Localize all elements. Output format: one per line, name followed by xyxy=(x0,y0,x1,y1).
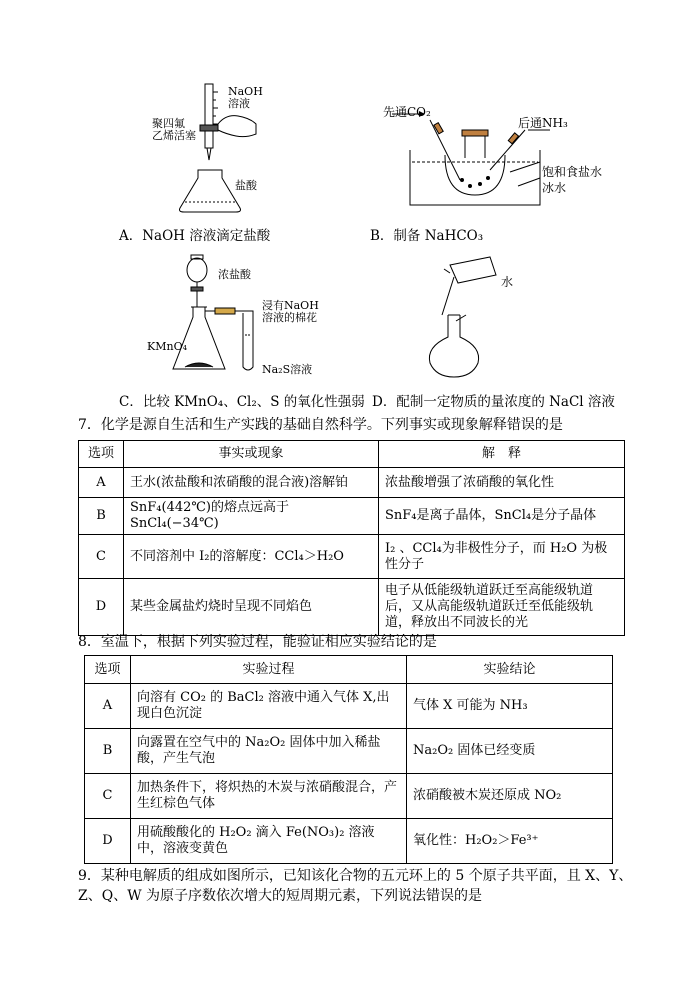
q8-conclusion-d: 氧化性：H₂O₂＞Fe³⁺ xyxy=(407,819,613,864)
q8-procedure-c: 加热条件下，将炽热的木炭与浓硝酸混合，产生红棕色气体 xyxy=(131,774,407,819)
q7-explanation-a: 浓盐酸增强了浓硝酸的氧化性 xyxy=(379,468,625,498)
q9-stem: 9．某种电解质的组成如图所示，已知该化合物的五元环上的 5 个原子共平面，且 X、Y、Z、Q、W 为原子序数依次增大的短周期元素，下列说法错误的是 xyxy=(78,868,633,904)
q7-header-fact: 事实或现象 xyxy=(124,441,379,468)
label-naoh-cotton: 浸有NaOH 溶液的棉花 xyxy=(262,299,319,324)
label-nh3-later: 后通NH₃ xyxy=(518,116,568,130)
q8-option-d: D xyxy=(85,819,131,864)
label-ice-water: 冰水 xyxy=(542,181,567,195)
figure-b-caption: B．制备 NaHCO₃ xyxy=(370,228,484,244)
beaker xyxy=(450,257,496,283)
figure-d-caption: D．配制一定物质的量浓度的 NaCl 溶液 xyxy=(372,394,615,410)
table-row xyxy=(85,684,613,729)
q8-option-b: B xyxy=(85,729,131,774)
hand xyxy=(218,116,256,137)
table-row xyxy=(79,579,625,636)
q7-fact-c: 不同溶剂中 I₂的溶解度：CCl₄＞H₂O xyxy=(124,535,379,579)
q8-conclusion-b: Na₂O₂ 固体已经变质 xyxy=(407,729,613,774)
q7-fact-a: 王水(浓盐酸和浓硝酸的混合液)溶解铂 xyxy=(124,468,379,498)
q7-explanation-d: 电子从低能级轨道跃迁至高能级轨道后，又从高能级轨道跃迁至低能级轨道，释放出不同波长的光 xyxy=(379,579,625,636)
q8-option-a: A xyxy=(85,684,131,729)
q7-option-a: A xyxy=(79,468,124,498)
figure-c-caption: C．比较 KMnO₄、Cl₂、S 的氧化性强弱 xyxy=(119,394,365,410)
q7-option-b: B xyxy=(79,498,124,535)
q7-header-explanation: 解 释 xyxy=(379,441,625,468)
q8-procedure-a: 向溶有 CO₂ 的 BaCl₂ 溶液中通入气体 X,出现白色沉淀 xyxy=(131,684,407,729)
q7-explanation-c: I₂ 、CCl₄为非极性分子，而 H₂O 为极性分子 xyxy=(379,535,625,579)
q7-table xyxy=(78,440,625,636)
q8-option-c: C xyxy=(85,774,131,819)
separatory-funnel xyxy=(187,258,207,282)
label-naoh-solution: NaOH 溶液 xyxy=(228,85,263,110)
q8-stem: 8．室温下，根据下列实验过程，能验证相应实验结论的是 xyxy=(78,634,437,650)
table-row xyxy=(79,498,625,535)
label-water: 水 xyxy=(501,275,514,289)
q8-conclusion-c: 浓硝酸被木炭还原成 NO₂ xyxy=(407,774,613,819)
q8-header-conclusion: 实验结论 xyxy=(407,656,613,684)
q7-option-c: C xyxy=(79,535,124,579)
label-conc-hcl: 浓盐酸 xyxy=(218,268,251,281)
q7-header-row xyxy=(79,441,625,468)
test-tube xyxy=(243,313,253,370)
q8-header-row xyxy=(85,656,613,684)
stopcock xyxy=(200,125,218,131)
label-na2s: Na₂S溶液 xyxy=(262,363,313,376)
table-row xyxy=(79,535,625,579)
table-row xyxy=(79,468,625,498)
label-co2-first: 先通CO₂ xyxy=(383,105,431,119)
label-saturated-brine: 饱和食盐水 xyxy=(542,165,603,179)
q8-conclusion-a: 气体 X 可能为 NH₃ xyxy=(407,684,613,729)
conical-flask xyxy=(180,170,241,212)
label-kmno4: KMnO₄ xyxy=(147,340,187,353)
burette xyxy=(205,84,213,148)
figure-a-caption: A．NaOH 溶液滴定盐酸 xyxy=(119,228,271,244)
q8-header-procedure: 实验过程 xyxy=(131,656,407,684)
label-hcl-a: 盐酸 xyxy=(235,179,257,192)
table-row xyxy=(85,729,613,774)
q8-procedure-d: 用硫酸酸化的 H₂O₂ 滴入 Fe(NO₃)₂ 溶液中，溶液变黄色 xyxy=(131,819,407,864)
q7-header-option: 选项 xyxy=(79,441,124,468)
q7-explanation-b: SnF₄是离子晶体，SnCl₄是分子晶体 xyxy=(379,498,625,535)
q7-fact-b: SnF₄(442℃)的熔点远高于 SnCl₄(−34℃) xyxy=(124,498,379,535)
q7-stem: 7．化学是源自生活和生产实践的基础自然科学。下列事实或现象解释错误的是 xyxy=(78,417,563,433)
q7-fact-d: 某些金属盐灼烧时呈现不同焰色 xyxy=(124,579,379,636)
ice-water-trough xyxy=(410,150,540,205)
q8-procedure-b: 向露置在空气中的 Na₂O₂ 固体中加入稀盐酸，产生气泡 xyxy=(131,729,407,774)
volumetric-flask xyxy=(429,315,478,377)
figure-d-volumetric-flask xyxy=(420,255,520,380)
q8-header-option: 选项 xyxy=(85,656,131,684)
table-row xyxy=(85,774,613,819)
q7-option-d: D xyxy=(79,579,124,636)
q8-table xyxy=(84,655,613,864)
three-neck-flask xyxy=(445,155,505,195)
label-ptfe-stopcock: 聚四氟 乙烯活塞 xyxy=(152,117,196,142)
table-row xyxy=(85,819,613,864)
conical-flask-c xyxy=(173,307,225,369)
